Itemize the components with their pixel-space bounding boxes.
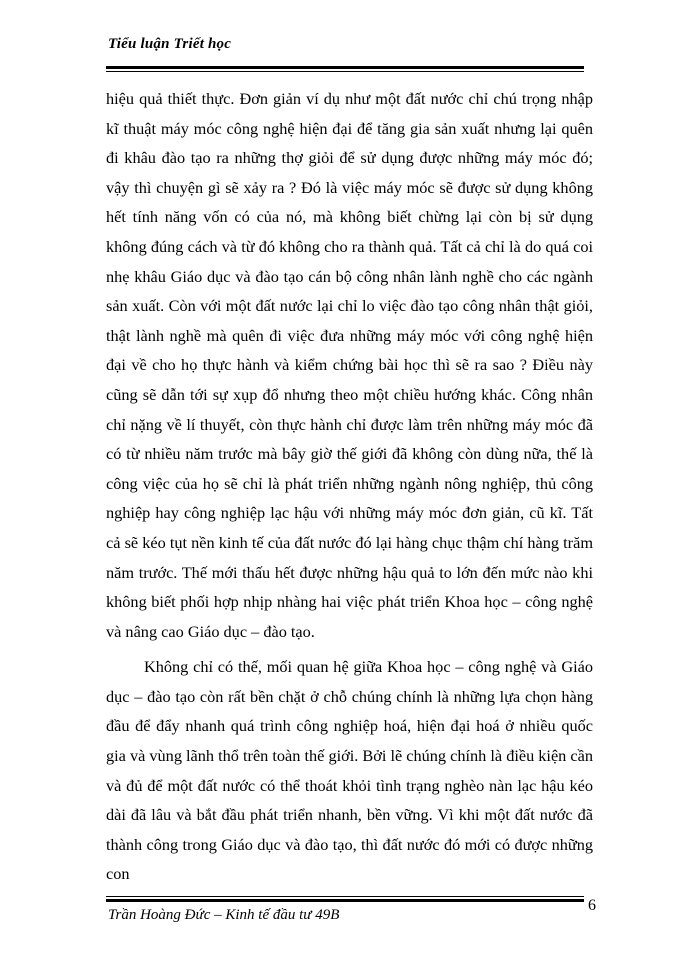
page-number: 6: [588, 897, 596, 914]
footer-rule-thin: [106, 896, 584, 897]
header-rule-thin: [106, 71, 584, 72]
paragraph-continuation: hiệu quả thiết thực. Đơn giản ví dụ như một đất nước chỉ chú trọng nhập kĩ thuật máy móc công nghệ hiện đại để tăng gia sản xuất nhưng lại quên đi khâu đào tạo ra những thợ giỏi để sử dụng được những máy móc đó; vậy thì chuyện gì sẽ xảy ra ? Đó là việc máy móc sẽ được sử dụng không hết tính năng vốn có của nó, mà không biết chừng lại còn bị sử dụng không đúng cách và từ đó không cho ra thành quả. Tất cả chỉ là do quá coi nhẹ khâu Giáo dục và đào tạo cán bộ công nhân lành nghề cho các ngành sản xuất. Còn với một đất nước lại chỉ lo việc đào tạo công nhân thật giỏi, thật lành nghề mà quên đi việc đưa những máy móc với công nghệ hiện đại về cho họ thực hành và kiểm chứng bài học thì sẽ ra sao ? Điều này cũng sẽ dẫn tới sự xụp đổ nhưng theo một chiều hướng khác. Công nhân chỉ nặng về lí thuyết, còn thực hành chỉ được làm trên những máy móc đã có từ nhiều năm trước mà bây giờ thế giới đã không còn dùng nữa, thế là công việc của họ sẽ chỉ là phát triển những ngành nông nghiệp, thủ công nghiệp hay công nghiệp lạc hậu với những máy móc đơn giản, cũ kĩ. Tất cả sẽ kéo tụt nền kinh tế của đất nước đó lại hàng chục thậm chí hàng trăm năm trước. Thế mới thấu hết được những hậu quả to lớn đến mức nào khi không biết phối hợp nhịp nhàng hai việc phát triển Khoa học – công nghệ và nâng cao Giáo dục – đào tạo.: [106, 89, 593, 641]
header-title: Tiểu luận Triết học: [108, 36, 232, 52]
footer-author: Trần Hoàng Đức – Kinh tế đầu tư 49B: [108, 907, 340, 923]
paragraph: Không chỉ có thế, mối quan hệ giữa Khoa học – công nghệ và Giáo dục – đào tạo còn rất bền chặt ở chỗ chúng chính là những lựa chọn hàng đầu để đẩy nhanh quá trình công nghiệp hoá, hiện đại hoá ở nhiều quốc gia và vùng lãnh thổ trên toàn thế giới. Bởi lẽ chúng chính là điều kiện cần và đủ để một đất nước có thể thoát khỏi tình trạng nghèo nàn lạc hậu kéo dài đã lâu và bắt đầu phát triển nhanh, bền vững. Vì khi một đất nước đã thành công trong Giáo dục và đào tạo, thì đất nước đó mới có được những con: [106, 657, 593, 884]
document-body: [106, 84, 593, 889]
footer-rule: [106, 899, 584, 902]
header-rule: [106, 66, 584, 69]
